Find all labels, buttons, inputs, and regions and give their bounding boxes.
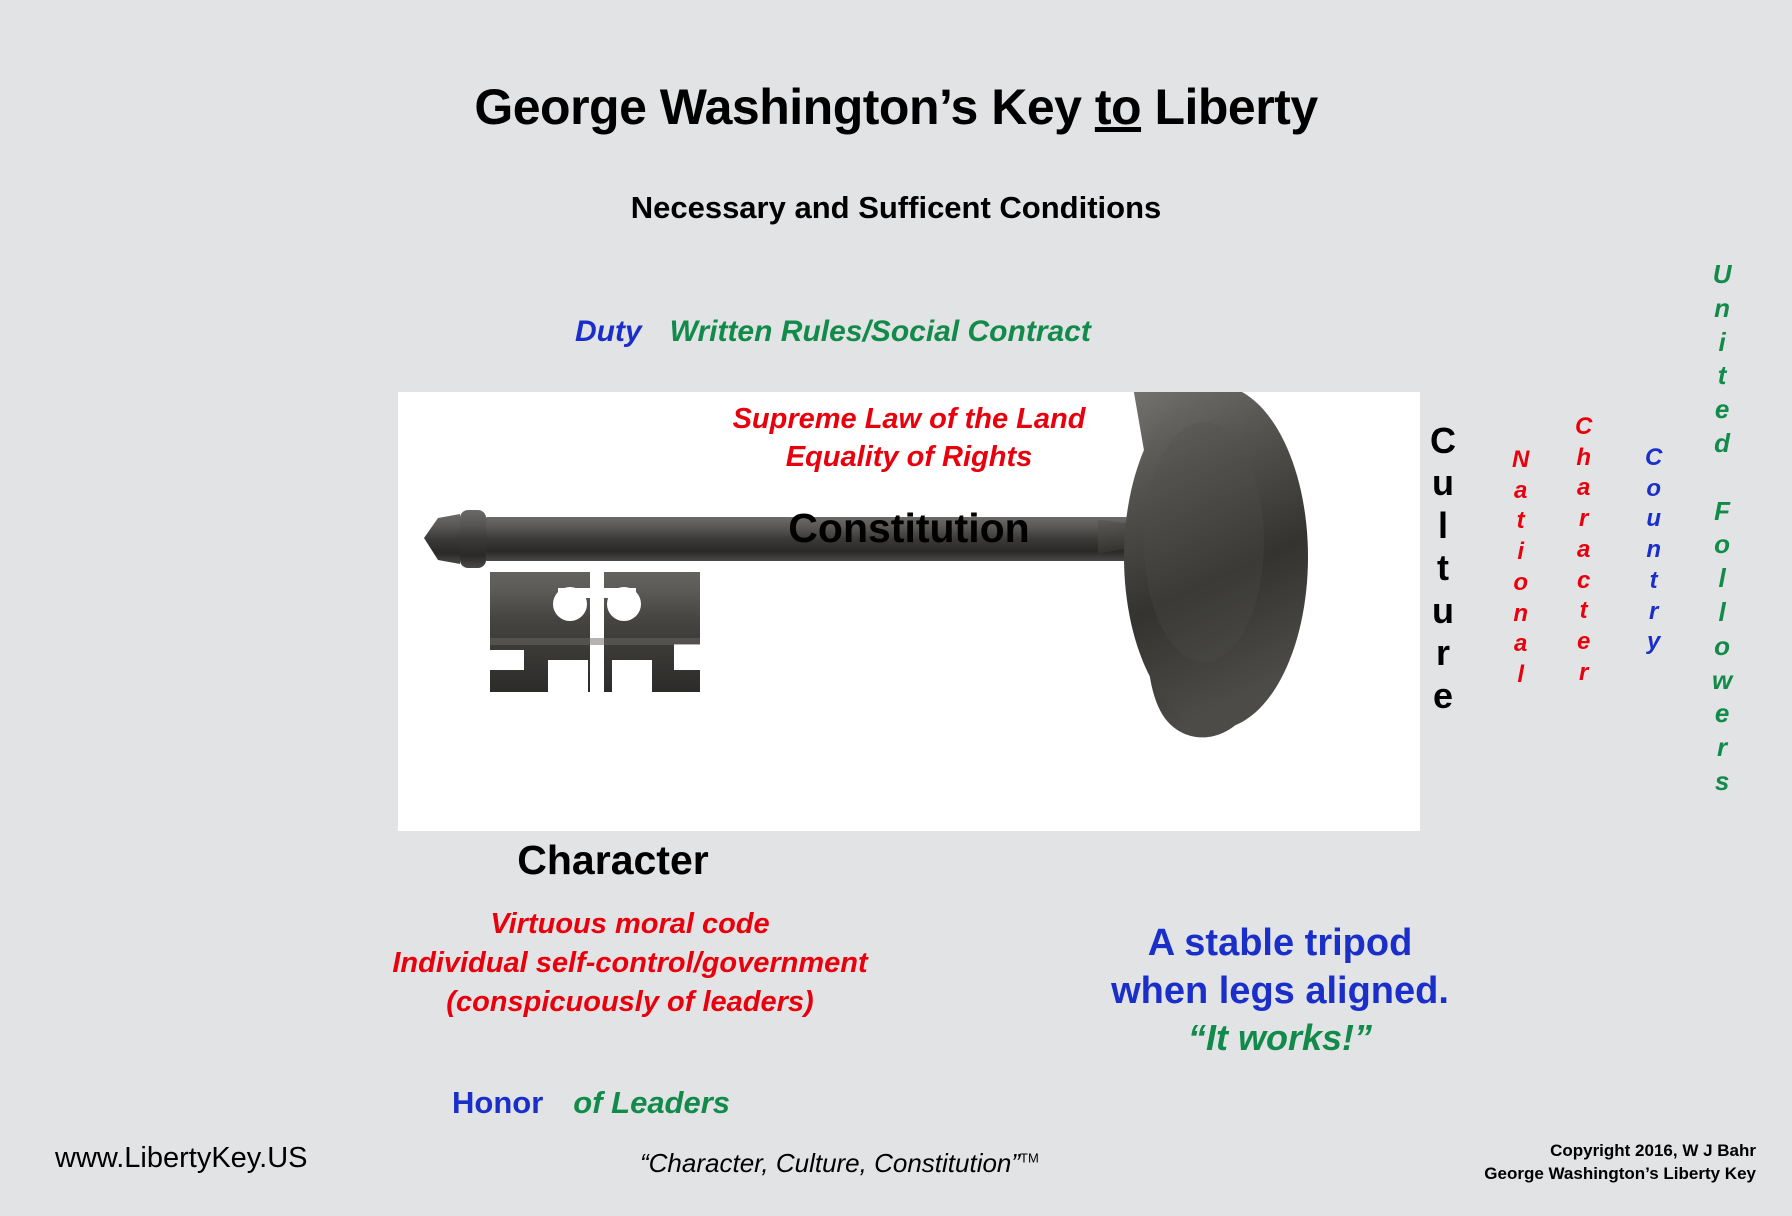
trademark-symbol: TM <box>1020 1150 1039 1166</box>
character-label: Character <box>517 837 709 883</box>
honor-label: Honor <box>452 1085 544 1120</box>
tripod-block <box>1020 920 1540 1060</box>
vertical-word-country: C o u n t r y <box>1645 444 1663 656</box>
copyright-block <box>1484 1140 1756 1186</box>
tagline-text: “Character, Culture, Constitution” <box>640 1148 1021 1178</box>
duty-label: Duty <box>575 315 642 348</box>
vertical-word-national: N a t i o n a l <box>1512 446 1530 689</box>
honor-row <box>452 1085 730 1121</box>
virtue-block <box>300 905 960 1022</box>
tripod-line-3: “It works!” <box>1187 1017 1373 1058</box>
virtue-line-1: Virtuous moral code <box>490 908 770 940</box>
page-subtitle: Necessary and Sufficent Conditions <box>630 190 1162 225</box>
copyright-line-1: Copyright 2016, W J Bahr <box>1550 1141 1756 1160</box>
tagline <box>640 1148 1039 1179</box>
tripod-line-1: A stable tripod <box>1147 922 1413 964</box>
constitution-label: Constitution <box>788 505 1030 551</box>
copyright-line-2: George Washington’s Liberty Key <box>1484 1163 1756 1183</box>
law-line-2: Equality of Rights <box>785 441 1033 474</box>
duty-phrase: Written Rules/Social Contract <box>669 315 1091 348</box>
vertical-word-united-followers: U n i t e d F o l l o w e r s <box>1712 259 1733 796</box>
honor-phrase: of Leaders <box>573 1085 731 1120</box>
duty-row <box>575 315 1091 349</box>
title-part1: George Washington’s Key <box>474 79 1095 135</box>
virtue-line-2: Individual self-control/government <box>392 947 868 980</box>
page-title <box>0 78 1792 136</box>
title-part2: Liberty <box>1141 79 1318 135</box>
tripod-line-2: when legs aligned. <box>1111 969 1449 1012</box>
title-underlined-to: to <box>1094 79 1142 135</box>
vertical-word-culture: C u l t u r e <box>1430 420 1456 716</box>
law-line-1: Supreme Law of the Land <box>732 403 1086 435</box>
supreme-law-text <box>398 400 1420 477</box>
virtue-line-3: (conspicuously of leaders) <box>446 986 814 1019</box>
vertical-word-character: C h a r a c t e r <box>1575 413 1593 686</box>
website-url[interactable]: www.LibertyKey.US <box>55 1142 308 1174</box>
